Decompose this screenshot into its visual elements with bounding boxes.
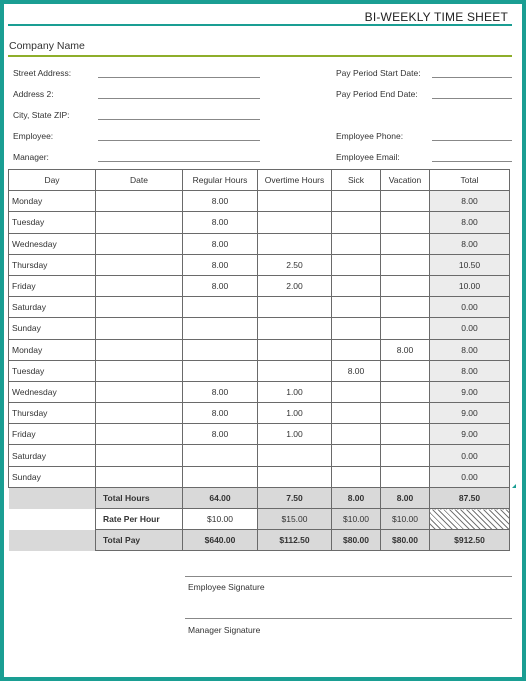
- total-pay-label: Total Pay: [96, 530, 183, 551]
- header-sick: Sick: [332, 170, 381, 191]
- cell-day: Friday: [9, 275, 96, 296]
- cell-date[interactable]: [96, 212, 183, 233]
- cell-row-total: 8.00: [430, 191, 510, 212]
- cell-overtime-hours[interactable]: [258, 339, 332, 360]
- manager-input[interactable]: [98, 161, 260, 162]
- pay-regular: $640.00: [183, 530, 258, 551]
- cell-sick-hours[interactable]: [332, 233, 381, 254]
- cell-regular-hours[interactable]: [183, 445, 258, 466]
- cell-sick-hours[interactable]: [332, 424, 381, 445]
- cell-sick-hours[interactable]: [332, 381, 381, 402]
- cell-regular-hours[interactable]: 8.00: [183, 403, 258, 424]
- table-row: [9, 381, 510, 402]
- cell-regular-hours[interactable]: [183, 339, 258, 360]
- cell-overtime-hours[interactable]: [258, 318, 332, 339]
- cell-date[interactable]: [96, 233, 183, 254]
- cell-sick-hours[interactable]: [332, 191, 381, 212]
- summary-spacer: [9, 487, 96, 508]
- cell-row-total: 9.00: [430, 381, 510, 402]
- cell-date[interactable]: [96, 318, 183, 339]
- cell-date[interactable]: [96, 381, 183, 402]
- cell-sick-hours[interactable]: [332, 318, 381, 339]
- cell-date[interactable]: [96, 297, 183, 318]
- cell-date[interactable]: [96, 191, 183, 212]
- pay-overtime: $112.50: [258, 530, 332, 551]
- timesheet-table: [8, 169, 510, 551]
- cell-row-total: 8.00: [430, 339, 510, 360]
- cell-day: Tuesday: [9, 212, 96, 233]
- cell-regular-hours[interactable]: 8.00: [183, 212, 258, 233]
- cell-sick-hours[interactable]: [332, 339, 381, 360]
- rate-regular[interactable]: $10.00: [183, 509, 258, 530]
- table-row: [9, 445, 510, 466]
- pay-period-end-input[interactable]: [432, 98, 512, 99]
- header-regular-hours: Regular Hours: [183, 170, 258, 191]
- total-sick-hours: 8.00: [332, 487, 381, 508]
- cell-row-total: 8.00: [430, 212, 510, 233]
- cell-overtime-hours[interactable]: 1.00: [258, 403, 332, 424]
- cell-row-total: 9.00: [430, 424, 510, 445]
- cell-row-total: 10.50: [430, 254, 510, 275]
- table-row: [9, 339, 510, 360]
- cell-date[interactable]: [96, 254, 183, 275]
- cell-regular-hours[interactable]: 8.00: [183, 424, 258, 445]
- employee-email-label: Employee Email:: [336, 152, 400, 162]
- cell-vacation-hours[interactable]: [381, 360, 430, 381]
- rate-vacation[interactable]: $10.00: [381, 509, 430, 530]
- total-vacation-hours: 8.00: [381, 487, 430, 508]
- cell-sick-hours[interactable]: [332, 297, 381, 318]
- rate-per-hour-row: [9, 509, 510, 530]
- table-row: [9, 191, 510, 212]
- rate-per-hour-label: Rate Per Hour: [96, 509, 183, 530]
- cell-vacation-hours[interactable]: [381, 445, 430, 466]
- company-name-field[interactable]: [8, 40, 512, 57]
- pay-period-start-label: Pay Period Start Date:: [336, 68, 421, 78]
- cell-day: Saturday: [9, 297, 96, 318]
- table-row: [9, 424, 510, 445]
- cell-sick-hours[interactable]: [332, 445, 381, 466]
- cell-date[interactable]: [96, 339, 183, 360]
- cell-regular-hours[interactable]: 8.00: [183, 275, 258, 296]
- table-row: [9, 318, 510, 339]
- cell-regular-hours[interactable]: 8.00: [183, 191, 258, 212]
- cell-day: Thursday: [9, 403, 96, 424]
- address2-label: Address 2:: [13, 89, 54, 99]
- cell-row-total: 8.00: [430, 360, 510, 381]
- pay-period-end-label: Pay Period End Date:: [336, 89, 418, 99]
- table-row: [9, 233, 510, 254]
- total-regular-hours: 64.00: [183, 487, 258, 508]
- cell-overtime-hours[interactable]: 2.00: [258, 275, 332, 296]
- cell-regular-hours[interactable]: 8.00: [183, 254, 258, 275]
- cell-row-total: 10.00: [430, 275, 510, 296]
- employee-signature-label: Employee Signature: [188, 582, 265, 592]
- table-row: [9, 275, 510, 296]
- total-hours-label: Total Hours: [96, 487, 183, 508]
- cell-day: Sunday: [9, 466, 96, 487]
- cell-date[interactable]: [96, 424, 183, 445]
- cell-overtime-hours[interactable]: 2.50: [258, 254, 332, 275]
- manager-label: Manager:: [13, 152, 49, 162]
- cell-date[interactable]: [96, 466, 183, 487]
- manager-signature-label: Manager Signature: [188, 625, 261, 635]
- pay-vacation: $80.00: [381, 530, 430, 551]
- cell-day: Friday: [9, 424, 96, 445]
- table-row: [9, 212, 510, 233]
- table-row: [9, 403, 510, 424]
- cell-sick-hours[interactable]: [332, 403, 381, 424]
- cell-row-total: 0.00: [430, 318, 510, 339]
- cell-regular-hours[interactable]: [183, 466, 258, 487]
- cell-vacation-hours[interactable]: [381, 275, 430, 296]
- manager-signature-line[interactable]: [185, 618, 512, 619]
- cell-vacation-hours[interactable]: [381, 403, 430, 424]
- employee-phone-label: Employee Phone:: [336, 131, 404, 141]
- table-row: [9, 254, 510, 275]
- header-total: Total: [430, 170, 510, 191]
- header-overtime-hours: Overtime Hours: [258, 170, 332, 191]
- cell-overtime-hours[interactable]: 1.00: [258, 381, 332, 402]
- cell-sick-hours[interactable]: [332, 466, 381, 487]
- cell-day: Sunday: [9, 318, 96, 339]
- cell-vacation-hours[interactable]: [381, 466, 430, 487]
- title-bar: [8, 4, 512, 26]
- cell-vacation-hours[interactable]: [381, 424, 430, 445]
- city-state-zip-label: City, State ZIP:: [13, 110, 70, 120]
- cell-row-total: 8.00: [430, 233, 510, 254]
- cell-regular-hours[interactable]: [183, 360, 258, 381]
- cell-day: Monday: [9, 191, 96, 212]
- header-vacation: Vacation: [381, 170, 430, 191]
- employee-signature-line[interactable]: [185, 576, 512, 577]
- total-hours-row: [9, 487, 510, 508]
- cell-vacation-hours[interactable]: [381, 254, 430, 275]
- cell-vacation-hours[interactable]: [381, 318, 430, 339]
- cell-sick-hours[interactable]: [332, 254, 381, 275]
- cell-day: Thursday: [9, 254, 96, 275]
- resize-handle-icon: [512, 484, 516, 488]
- cell-overtime-hours[interactable]: [258, 233, 332, 254]
- cell-vacation-hours[interactable]: [381, 233, 430, 254]
- cell-day: Monday: [9, 339, 96, 360]
- grand-total-hours: 87.50: [430, 487, 510, 508]
- table-row: [9, 297, 510, 318]
- cell-overtime-hours[interactable]: [258, 212, 332, 233]
- cell-regular-hours[interactable]: [183, 318, 258, 339]
- cell-vacation-hours[interactable]: [381, 297, 430, 318]
- company-name-label: Company Name: [9, 40, 85, 52]
- table-row: [9, 360, 510, 381]
- cell-vacation-hours[interactable]: 8.00: [381, 339, 430, 360]
- cell-vacation-hours[interactable]: [381, 191, 430, 212]
- pay-sick: $80.00: [332, 530, 381, 551]
- cell-row-total: 0.00: [430, 466, 510, 487]
- city-state-zip-input[interactable]: [98, 119, 260, 120]
- cell-date[interactable]: [96, 445, 183, 466]
- header-day: Day: [9, 170, 96, 191]
- cell-overtime-hours[interactable]: [258, 466, 332, 487]
- address2-input[interactable]: [98, 98, 260, 99]
- employee-email-input[interactable]: [432, 161, 512, 162]
- cell-vacation-hours[interactable]: [381, 212, 430, 233]
- page-title: BI-WEEKLY TIME SHEET: [364, 10, 508, 24]
- cell-date[interactable]: [96, 360, 183, 381]
- cell-vacation-hours[interactable]: [381, 381, 430, 402]
- rate-overtime[interactable]: $15.00: [258, 509, 332, 530]
- cell-regular-hours[interactable]: [183, 297, 258, 318]
- cell-regular-hours[interactable]: 8.00: [183, 233, 258, 254]
- cell-sick-hours[interactable]: [332, 212, 381, 233]
- cell-overtime-hours[interactable]: [258, 297, 332, 318]
- cell-overtime-hours[interactable]: [258, 191, 332, 212]
- cell-day: Tuesday: [9, 360, 96, 381]
- cell-overtime-hours[interactable]: [258, 360, 332, 381]
- employee-input[interactable]: [98, 140, 260, 141]
- employee-phone-input[interactable]: [432, 140, 512, 141]
- cell-date[interactable]: [96, 403, 183, 424]
- cell-regular-hours[interactable]: 8.00: [183, 381, 258, 402]
- cell-day: Wednesday: [9, 381, 96, 402]
- total-overtime-hours: 7.50: [258, 487, 332, 508]
- pay-total: $912.50: [430, 530, 510, 551]
- cell-row-total: 0.00: [430, 297, 510, 318]
- cell-day: Saturday: [9, 445, 96, 466]
- cell-overtime-hours[interactable]: [258, 445, 332, 466]
- summary-spacer: [9, 530, 96, 551]
- cell-day: Wednesday: [9, 233, 96, 254]
- rate-total-hatched: [430, 509, 510, 530]
- cell-row-total: 0.00: [430, 445, 510, 466]
- header-date: Date: [96, 170, 183, 191]
- employee-label: Employee:: [13, 131, 54, 141]
- total-pay-row: [9, 530, 510, 551]
- cell-sick-hours[interactable]: [332, 275, 381, 296]
- street-address-input[interactable]: [98, 77, 260, 78]
- pay-period-start-input[interactable]: [432, 77, 512, 78]
- cell-date[interactable]: [96, 275, 183, 296]
- table-row: [9, 466, 510, 487]
- cell-sick-hours[interactable]: 8.00: [332, 360, 381, 381]
- street-address-label: Street Address:: [13, 68, 72, 78]
- rate-sick[interactable]: $10.00: [332, 509, 381, 530]
- summary-spacer: [9, 509, 96, 530]
- cell-row-total: 9.00: [430, 403, 510, 424]
- cell-overtime-hours[interactable]: 1.00: [258, 424, 332, 445]
- table-header-row: [9, 170, 510, 191]
